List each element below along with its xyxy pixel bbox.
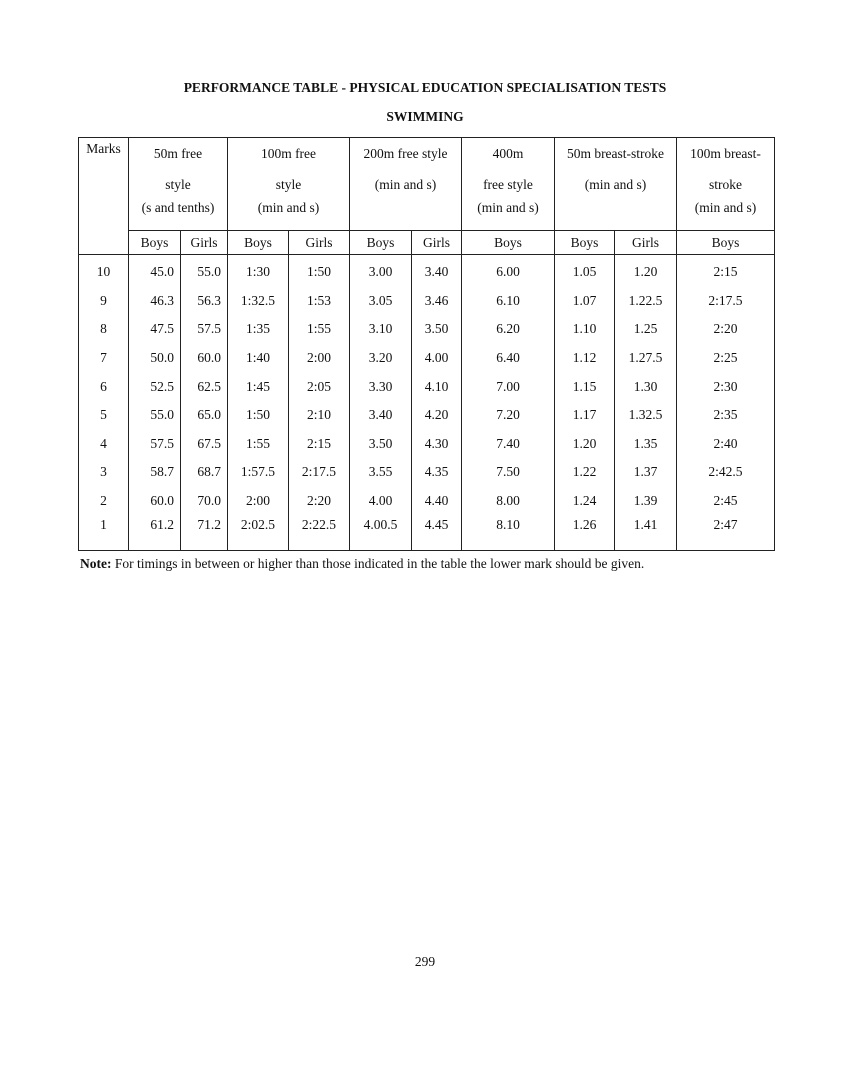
time-cell: 2:35 xyxy=(677,401,775,430)
time-cell: 2:40 xyxy=(677,430,775,459)
header-group xyxy=(677,138,775,231)
table-row xyxy=(79,344,775,373)
time-cell: 4.10 xyxy=(412,372,462,401)
marks-cell: 10 xyxy=(79,255,129,287)
time-cell: 1.17 xyxy=(555,401,615,430)
header-gender: Girls xyxy=(181,231,228,255)
time-cell: 2:20 xyxy=(289,487,350,516)
time-cell: 3.40 xyxy=(412,255,462,287)
table-row xyxy=(79,372,775,401)
time-cell: 68.7 xyxy=(181,458,228,487)
time-cell: 67.5 xyxy=(181,430,228,459)
time-cell: 7.20 xyxy=(462,401,555,430)
time-cell: 56.3 xyxy=(181,287,228,316)
time-cell: 58.7 xyxy=(129,458,181,487)
time-cell: 65.0 xyxy=(181,401,228,430)
time-cell: 1:40 xyxy=(228,344,289,373)
time-cell: 1.25 xyxy=(615,315,677,344)
header-gender: Boys xyxy=(555,231,615,255)
time-cell: 55.0 xyxy=(181,255,228,287)
note-label: Note: xyxy=(80,556,112,571)
table-row xyxy=(79,255,775,287)
time-cell: 1:35 xyxy=(228,315,289,344)
time-cell: 52.5 xyxy=(129,372,181,401)
header-group xyxy=(228,138,350,231)
time-cell: 1.37 xyxy=(615,458,677,487)
time-cell: 7.50 xyxy=(462,458,555,487)
time-cell: 1:30 xyxy=(228,255,289,287)
header-line: (min and s) xyxy=(584,177,647,192)
time-cell: 46.3 xyxy=(129,287,181,316)
time-cell: 2:05 xyxy=(289,372,350,401)
header-line: stroke xyxy=(709,177,742,192)
time-cell: 4.45 xyxy=(412,515,462,551)
time-cell: 6.20 xyxy=(462,315,555,344)
header-group xyxy=(350,138,462,231)
header-line: 400m xyxy=(492,146,524,161)
time-cell: 1:50 xyxy=(289,255,350,287)
time-cell: 1:57.5 xyxy=(228,458,289,487)
time-cell: 7.00 xyxy=(462,372,555,401)
time-cell: 1:55 xyxy=(289,315,350,344)
time-cell: 3.46 xyxy=(412,287,462,316)
time-cell: 60.0 xyxy=(129,487,181,516)
time-cell: 1.07 xyxy=(555,287,615,316)
time-cell: 4.00.5 xyxy=(350,515,412,551)
time-cell: 2:17.5 xyxy=(289,458,350,487)
marks-cell: 8 xyxy=(79,315,129,344)
time-cell: 60.0 xyxy=(181,344,228,373)
table-row xyxy=(79,458,775,487)
time-cell: 50.0 xyxy=(129,344,181,373)
time-cell: 47.5 xyxy=(129,315,181,344)
time-cell: 45.0 xyxy=(129,255,181,287)
time-cell: 8.10 xyxy=(462,515,555,551)
time-cell: 6.10 xyxy=(462,287,555,316)
time-cell: 2:30 xyxy=(677,372,775,401)
header-gender: Girls xyxy=(615,231,677,255)
time-cell: 57.5 xyxy=(129,430,181,459)
time-cell: 2:45 xyxy=(677,487,775,516)
time-cell: 1:55 xyxy=(228,430,289,459)
note-text: For timings in between or higher than those indicated in the table the lower mark should be given. xyxy=(111,556,645,571)
page-title: PERFORMANCE TABLE - PHYSICAL EDUCATION SPECIALISATION TESTS xyxy=(183,80,667,95)
header-line: 100m free xyxy=(260,146,317,161)
time-cell: 4.00 xyxy=(412,344,462,373)
time-cell: 3.50 xyxy=(412,315,462,344)
time-cell: 4.00 xyxy=(350,487,412,516)
header-group xyxy=(129,138,228,231)
time-cell: 1.41 xyxy=(615,515,677,551)
time-cell: 3.05 xyxy=(350,287,412,316)
time-cell: 2:00 xyxy=(289,344,350,373)
time-cell: 2:25 xyxy=(677,344,775,373)
time-cell: 4.35 xyxy=(412,458,462,487)
marks-cell: 5 xyxy=(79,401,129,430)
header-line: 50m breast-stroke xyxy=(566,146,665,161)
header-gender: Girls xyxy=(289,231,350,255)
marks-cell: 9 xyxy=(79,287,129,316)
page-subtitle: SWIMMING xyxy=(386,109,464,124)
time-cell: 2:10 xyxy=(289,401,350,430)
marks-cell: 2 xyxy=(79,487,129,516)
performance-table xyxy=(78,137,775,551)
table-row xyxy=(79,487,775,516)
header-line: (min and s) xyxy=(257,200,320,215)
time-cell: 1.26 xyxy=(555,515,615,551)
time-cell: 6.00 xyxy=(462,255,555,287)
table-row xyxy=(79,287,775,316)
time-cell: 3.50 xyxy=(350,430,412,459)
time-cell: 4.30 xyxy=(412,430,462,459)
table-row xyxy=(79,515,775,551)
header-line: (s and tenths) xyxy=(141,200,215,215)
header-gender: Boys xyxy=(677,231,775,255)
header-gender: Boys xyxy=(228,231,289,255)
header-gender: Boys xyxy=(462,231,555,255)
time-cell: 55.0 xyxy=(129,401,181,430)
time-cell: 1:53 xyxy=(289,287,350,316)
time-cell: 3.10 xyxy=(350,315,412,344)
time-cell: 1:32.5 xyxy=(228,287,289,316)
marks-cell: 6 xyxy=(79,372,129,401)
time-cell: 3.40 xyxy=(350,401,412,430)
time-cell: 1.30 xyxy=(615,372,677,401)
time-cell: 1.32.5 xyxy=(615,401,677,430)
time-cell: 3.20 xyxy=(350,344,412,373)
header-gender: Boys xyxy=(350,231,412,255)
time-cell: 1.15 xyxy=(555,372,615,401)
time-cell: 2:47 xyxy=(677,515,775,551)
header-gender: Girls xyxy=(412,231,462,255)
time-cell: 2:15 xyxy=(289,430,350,459)
time-cell: 1:50 xyxy=(228,401,289,430)
time-cell: 8.00 xyxy=(462,487,555,516)
time-cell: 57.5 xyxy=(181,315,228,344)
header-line: 200m free style xyxy=(363,146,448,161)
header-line: (min and s) xyxy=(374,177,437,192)
header-group xyxy=(462,138,555,231)
header-line: free style xyxy=(483,177,533,192)
time-cell: 70.0 xyxy=(181,487,228,516)
marks-cell: 4 xyxy=(79,430,129,459)
time-cell: 7.40 xyxy=(462,430,555,459)
header-line: (min and s) xyxy=(694,200,757,215)
footnote xyxy=(80,556,644,572)
time-cell: 1.10 xyxy=(555,315,615,344)
time-cell: 1.12 xyxy=(555,344,615,373)
header-group xyxy=(555,138,677,231)
time-cell: 3.00 xyxy=(350,255,412,287)
time-cell: 2:00 xyxy=(228,487,289,516)
time-cell: 4.40 xyxy=(412,487,462,516)
time-cell: 2:22.5 xyxy=(289,515,350,551)
marks-cell: 1 xyxy=(79,515,129,551)
header-line: 50m free xyxy=(153,146,203,161)
time-cell: 1:45 xyxy=(228,372,289,401)
time-cell: 3.30 xyxy=(350,372,412,401)
time-cell: 61.2 xyxy=(129,515,181,551)
header-line: style xyxy=(275,177,302,192)
table-row xyxy=(79,430,775,459)
time-cell: 1.20 xyxy=(615,255,677,287)
time-cell: 3.55 xyxy=(350,458,412,487)
time-cell: 2:17.5 xyxy=(677,287,775,316)
time-cell: 1.35 xyxy=(615,430,677,459)
table-row xyxy=(79,315,775,344)
header-line: (min and s) xyxy=(477,200,539,215)
time-cell: 1.39 xyxy=(615,487,677,516)
header-line: style xyxy=(165,177,191,192)
time-cell: 1.22 xyxy=(555,458,615,487)
time-cell: 2:20 xyxy=(677,315,775,344)
marks-cell: 7 xyxy=(79,344,129,373)
header-gender: Boys xyxy=(129,231,181,255)
time-cell: 6.40 xyxy=(462,344,555,373)
time-cell: 2:42.5 xyxy=(677,458,775,487)
time-cell: 71.2 xyxy=(181,515,228,551)
header-marks: Marks xyxy=(79,138,129,255)
page-number: 299 xyxy=(414,954,436,969)
header-line: 100m breast- xyxy=(690,146,761,161)
time-cell: 1.05 xyxy=(555,255,615,287)
time-cell: 1.20 xyxy=(555,430,615,459)
time-cell: 1.22.5 xyxy=(615,287,677,316)
time-cell: 62.5 xyxy=(181,372,228,401)
time-cell: 2:02.5 xyxy=(228,515,289,551)
table-row xyxy=(79,401,775,430)
time-cell: 1.24 xyxy=(555,487,615,516)
marks-cell: 3 xyxy=(79,458,129,487)
time-cell: 1.27.5 xyxy=(615,344,677,373)
time-cell: 4.20 xyxy=(412,401,462,430)
time-cell: 2:15 xyxy=(677,255,775,287)
